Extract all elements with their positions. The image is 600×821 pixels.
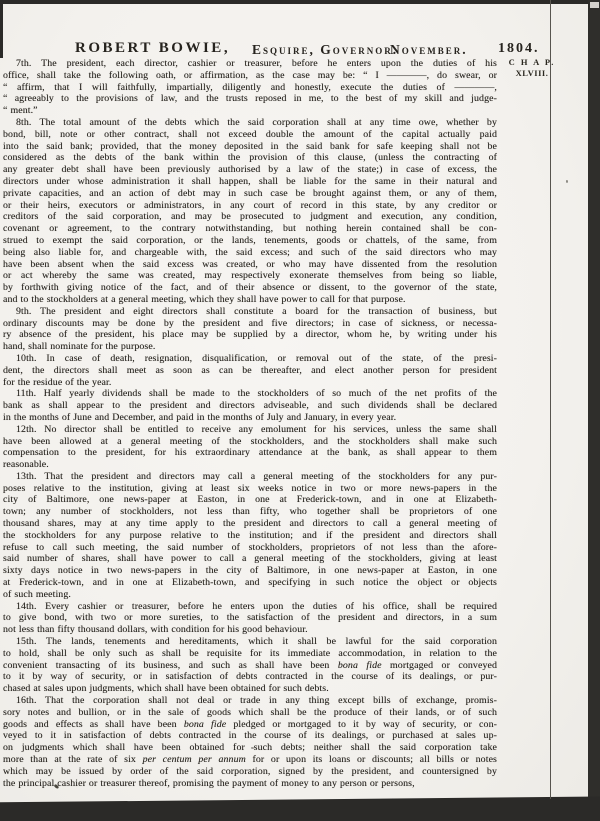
text-line: into the said bank; provided, that the money deposited in the said bank for safe keeping shall not be (3, 140, 497, 152)
text-line: 9th. The president and eight directors shall constitute a board for the transaction of business, but (16, 305, 497, 317)
text-line: “ ment.” (3, 105, 38, 117)
text-line: 7th. The president, each director, cashier or treasurer, before he enters upon the duties of his (16, 58, 497, 69)
text-line: have been absent when the said excess was created, or who may have dissented from the resolution (3, 258, 497, 270)
text-line: office, shall take the following oath, or affirmation, as the case may be: “ I ————, do swear, or (3, 69, 497, 81)
page-edge-rule (550, 0, 551, 799)
chapter-word: C H A P. (508, 57, 556, 67)
text-line: sixty days notice in two news-papers in the city of Baltimore, in one news-paper at Easton, in one (3, 565, 497, 577)
text-line: which may be issued by order of the said corporation, signed by the president, and countersigned by (3, 765, 497, 777)
text-line: to hold, shall be only such as shall be requisite for its immediate accommodation, in relation to the (3, 647, 497, 659)
text-line: covenant or agreement, to the contrary notwithstanding, but nothing herein contained shall be con- (3, 223, 497, 235)
text-line: 14th. Every cashier or treasurer, before he enters upon the duties of his office, shall be required (16, 600, 497, 612)
text-line: by forthwith giving notice of the fact, and of their absence or dissent, to the governor of the state, (3, 282, 497, 294)
text-line: “ affirm, that I will faithfully, impartially, diligently and honestly, execute the duties of ————, (3, 81, 497, 93)
scan-edge-bottom (0, 795, 600, 821)
paragraph (3, 353, 497, 388)
scan-notch (590, 2, 599, 8)
text-line: the principal cashier or treasurer thereof, promising the payment of money to any person or persons, (3, 777, 415, 789)
text-line: chased at sales upon judgments, which shall have been obtained for such debts. (3, 683, 329, 695)
text-line: or act whereby the same was created, may respectively exonerate themselves from being so liable, (3, 270, 497, 282)
text-line: 13th. That the president and directors may call a general meeting of the stockholders for any pur- (16, 470, 497, 482)
session-year: 1804. (498, 41, 540, 56)
text-line: 16th. That the corporation shall not deal or trade in any thing except bills of exchange, promis- (16, 695, 497, 707)
text-line: or their heirs, executors or administrators, in any court of record in this state, by any creditor or (3, 199, 497, 211)
governor-name: ROBERT BOWIE, (75, 40, 231, 56)
text-line: directors under whose administration it shall happen, shall be liable for the same in their natural and (3, 175, 497, 187)
text-line: sory notes and bullion, or in the sale of goods which shall be the produce of their lands, or of such (3, 706, 497, 718)
text-line: veyed to it in satisfaction of debts contracted in the course of its dealings, or purchased at sales up- (3, 730, 497, 742)
text-line: bond, bill, note or other contract, shall not exceed double the amount of the capital actually paid (3, 128, 497, 140)
text-line: 10th. In case of death, resignation, disqualification, or removal out of the state, of the presi- (16, 352, 497, 364)
chapter-number: XLVIII. (515, 67, 549, 78)
text-line: goods and effects as shall have been bona fide pledged or mortgaged to it by way of security, or con- (3, 718, 497, 730)
text-line: private capacities, and an action of debt may in such case be brought against them, or any of them, (3, 187, 497, 199)
text-line: the stockholders for any purpose relative to the institution; and if the president and directors shall (3, 529, 497, 541)
text-line: and to the stockholders at a general meeting, which they shall have power to call for that purpose. (3, 293, 406, 305)
text-line: ry absence of the president, his place may be supplied by a director, whom he, by writing under his (3, 329, 497, 341)
governor-title: Esquire, Governor. (252, 41, 399, 57)
text-line: “ agreeably to the provisions of law, and the trusts reposed in me, to the best of my skill and judge- (3, 93, 497, 105)
text-line: creditors of the said corporation, and may be prosecuted to judgment and execution, any condition, (3, 211, 497, 223)
text-line: 12th. No director shall be entitled to receive any emolument for his services, unless the same shall (16, 423, 497, 435)
text-line: said number of shares, shall have power to call a general meeting of the stockholders, giving at least (3, 553, 497, 565)
scan-edge-right (588, 0, 600, 821)
text-line: any greater debt shall have been previously authorised by a law of the state;) in case of excess, the (3, 164, 497, 176)
paragraph (3, 601, 497, 636)
text-line: in the months of June and December, and paid in the months of July and January, in every year. (3, 411, 397, 423)
document-body (3, 58, 497, 789)
text-line: strued to exempt the said corporation, or the lands, tenements, goods or chattels, of the same, from (3, 234, 497, 246)
paragraph (3, 695, 497, 789)
paragraph (3, 306, 497, 353)
paragraph (3, 58, 497, 117)
text-line: not less than fifty thousand dollars, with condition for his good behaviour. (3, 624, 308, 636)
paragraph (3, 636, 497, 695)
text-line: 11th. Half yearly dividends shall be made to the stockholders of so much of the net profits of the (16, 388, 497, 400)
text-line: on judgments which shall have been obtained for such debts; neither shall the said corporation take (3, 742, 497, 754)
paragraph (3, 388, 497, 423)
text-line: have been allowed at a general meeting of the stockholders, and the stockholders shall make such (3, 435, 497, 447)
text-line: city of Baltimore, one news-paper at Easton, in one at Frederick-town, and in one at Elizabeth- (3, 494, 497, 506)
text-line: bank as shall appear to the president and directors adviseable, and such dividends shall be declared (3, 400, 497, 412)
text-line: to it by way of security, or in satisfaction of debts contracted in the course of its dealings, or pur- (3, 671, 497, 683)
text-line: thousand shares, may at any time apply to the president and directors to call a general meeting of (3, 518, 497, 530)
ink-speck (566, 180, 568, 183)
paragraph (3, 424, 497, 471)
text-line: 8th. The total amount of the debts which the said corporation shall at any time owe, whether by (16, 116, 497, 128)
text-line: dent, the directors shall meet as soon as can be thereafter, and elect another person for president (3, 364, 497, 376)
text-line: reasonable. (3, 459, 49, 471)
text-line: town; any number of stockholders, not less than fifty, who together shall be proprietors of one (3, 506, 497, 518)
text-line: convenient transacting of its business, and such as shall have been bona fide mortgaged or conveyed (3, 659, 497, 671)
text-line: considered as the debts of the bank within the provision of this clause, (unless the contracting of (3, 152, 497, 164)
paragraph (3, 471, 497, 601)
session-month: November. (390, 41, 468, 57)
text-line: more than at the rate of six per centum per annum for or upon its loans or discounts; all bills or notes (3, 754, 497, 766)
chapter-margin-note (504, 57, 560, 78)
text-line: being also liable for, and chargeable with, the said excess; and such of the said directors who may (3, 246, 497, 258)
text-line: of such meeting. (3, 588, 71, 600)
text-line: to give bond, with two or more sureties, to the satisfaction of the president and directors, in a sum (3, 612, 497, 624)
text-line: at Frederick-town, and in one at Elizabeth-town, and specifying in such notice the object or objects (3, 577, 497, 589)
paragraph (3, 117, 497, 306)
text-line: ordinary discounts may be done by the president and five directors; in case of sickness, or necessa- (3, 317, 497, 329)
text-line: poses relative to the institution, giving at least six weeks notice in two or more news-papers in the (3, 482, 497, 494)
text-line: compensation to the president, for his extraordinary attendance at the bank, as shall appear to them (3, 447, 497, 459)
text-line: hand, shall nominate for the purpose. (3, 341, 156, 353)
text-line: 15th. The lands, tenements and hereditaments, which it shall be lawful for the said corporation (16, 636, 497, 648)
text-line: for the residue of the year. (3, 376, 112, 388)
text-line: refuse to call such meeting, the said number of stockholders, proprietors of not less than the afore- (3, 541, 497, 553)
scan-edge-top (0, 0, 600, 4)
